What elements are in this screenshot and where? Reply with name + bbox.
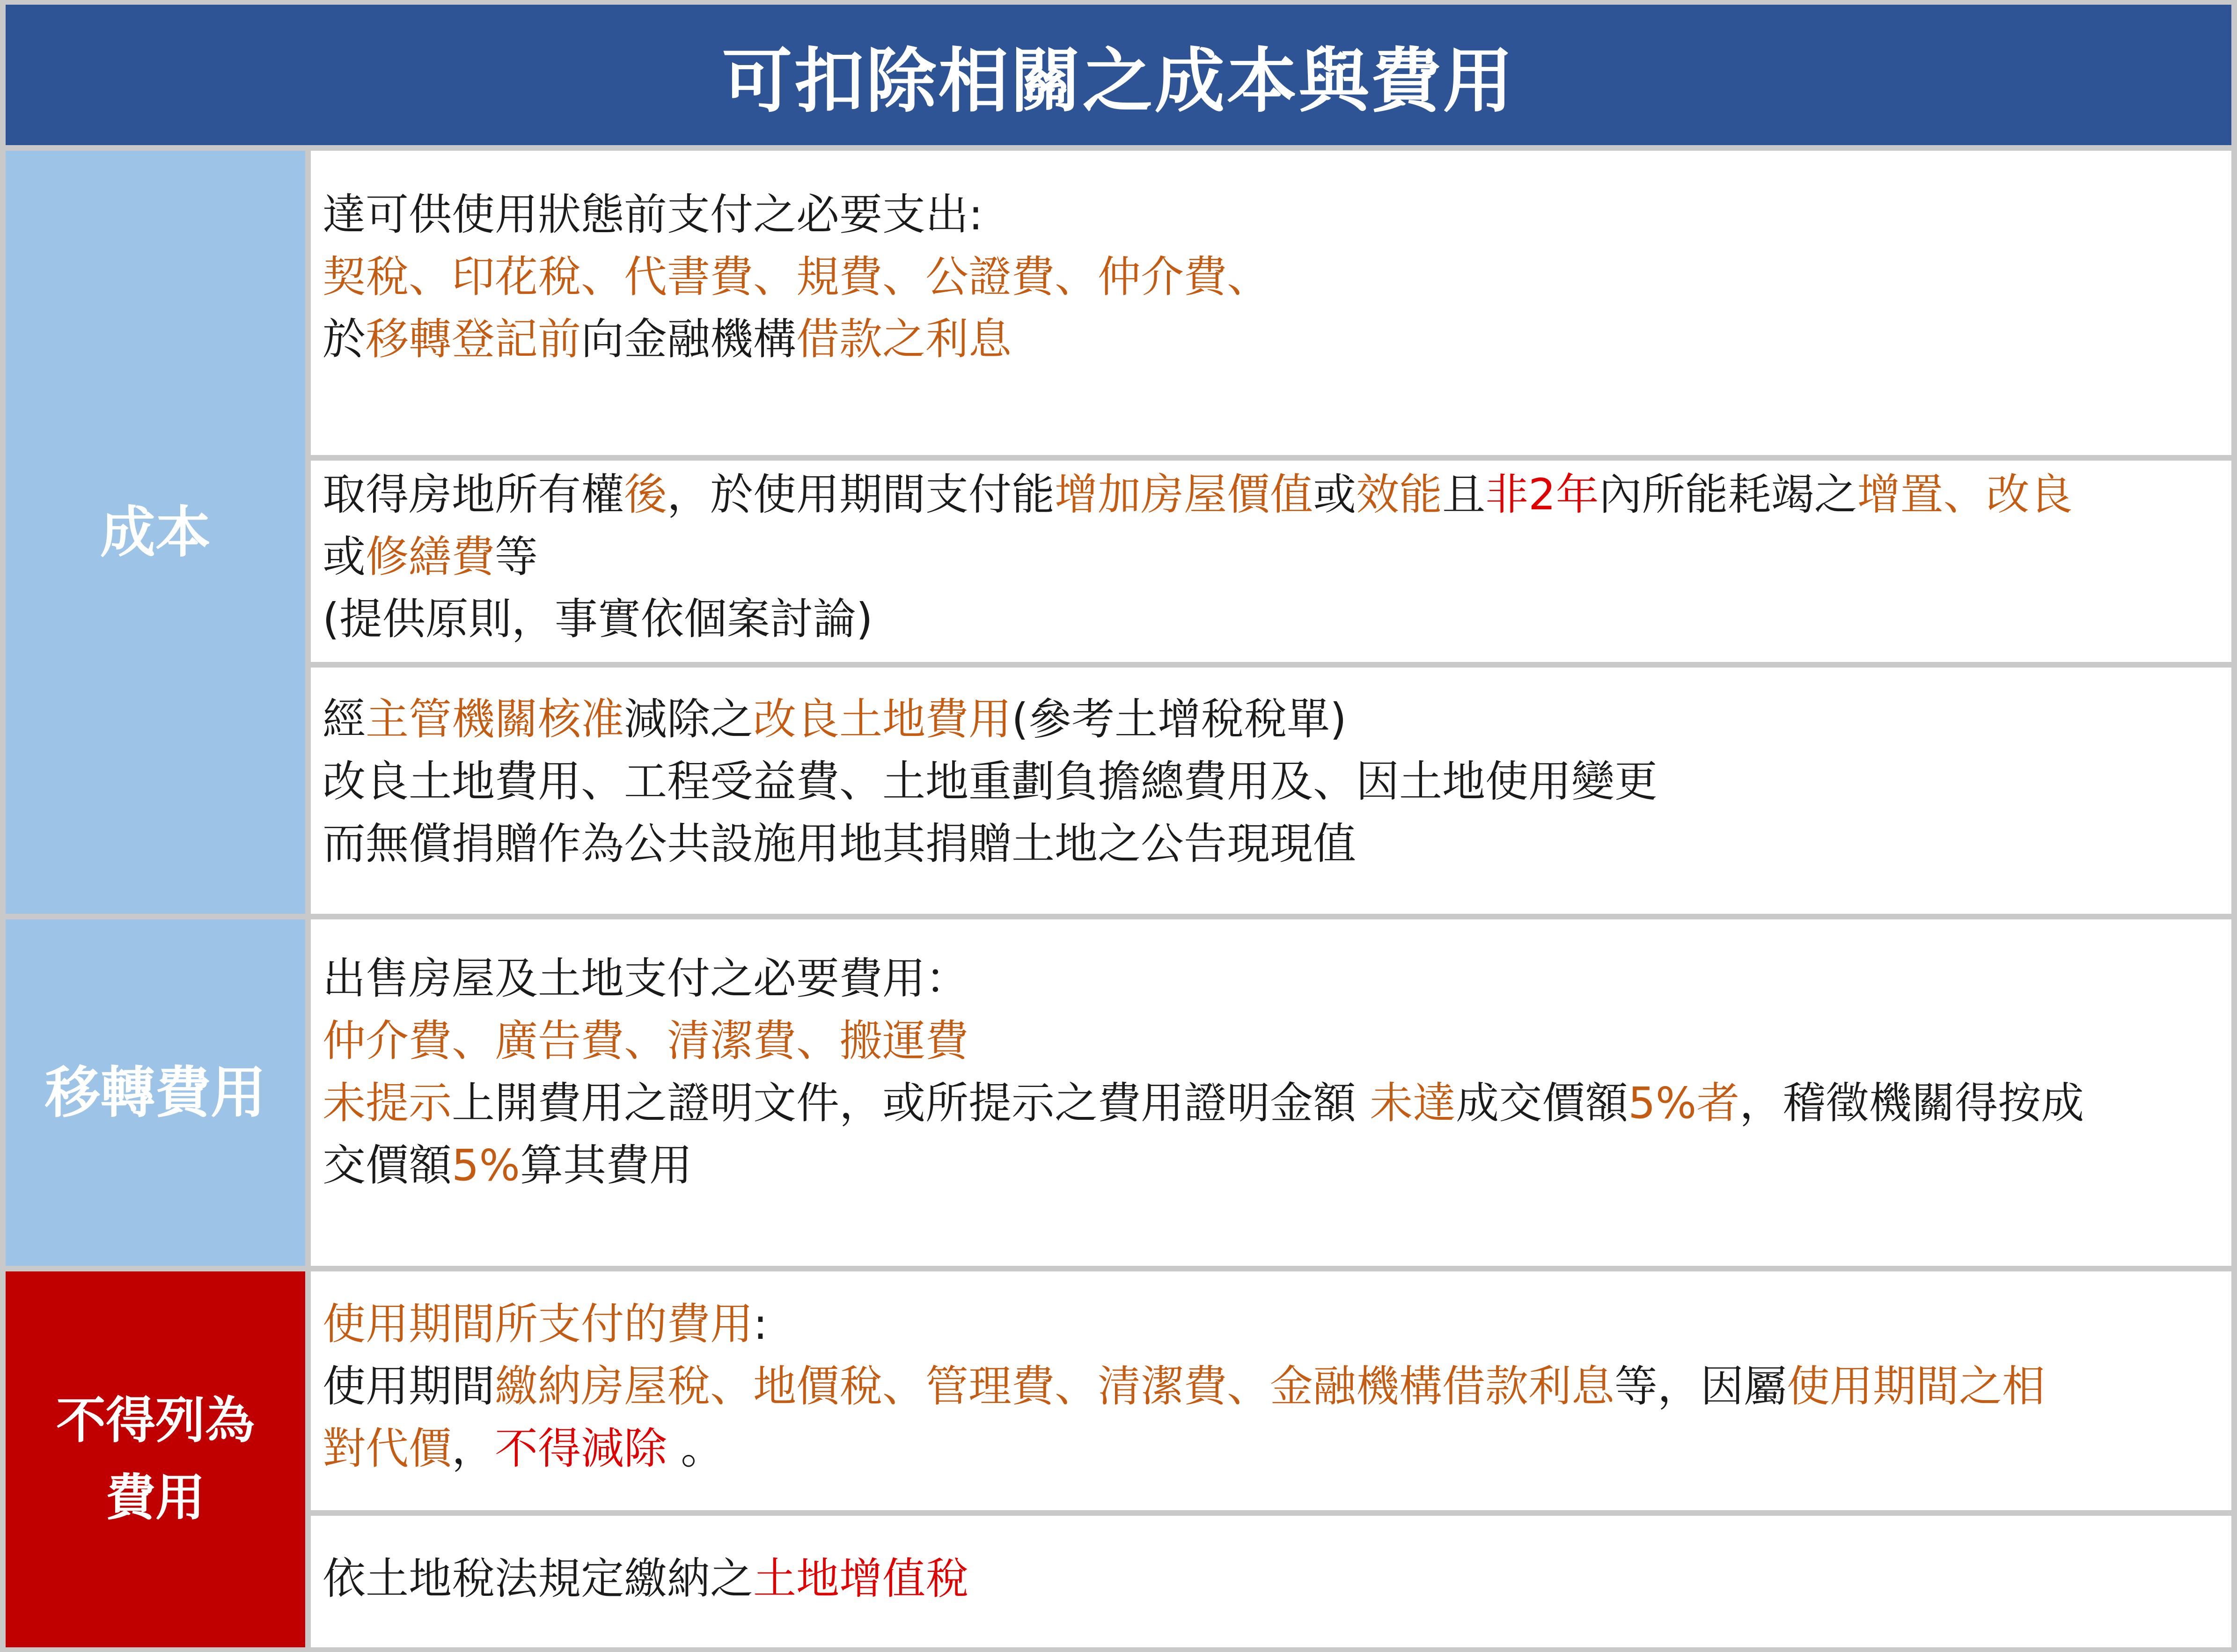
text-segment: 改良土地費用、工程受益費、土地重劃負擔總費用及、因土地使用變更 [323,756,1658,807]
highlight-orange: 5% [452,1140,520,1190]
cell-text-line [323,526,2222,588]
highlight-orange: 使用期間之相 [1787,1361,2046,1411]
cost-cell-improvement-after-acquisition [311,461,2231,662]
text-segment: 算其費用 [520,1140,692,1190]
text-segment: 內所能耗竭之 [1599,470,1857,520]
highlight-orange: 仲介費、廣告費、清潔費、搬運費 [323,1016,969,1066]
cell-text-line [323,1417,2222,1480]
cell-text-line [323,1134,2222,1197]
cell-text-line [323,246,2222,308]
section-label-transfer-fees [6,919,305,1266]
highlight-orange: 增加房屋價值 [1055,470,1313,520]
highlight-orange: 移轉登記前 [366,314,581,364]
transfer-fees-cell [311,919,2231,1266]
section-label-line: 成本 [100,499,211,565]
section-label-line: 移轉費用 [44,1060,266,1125]
non-deductible-cell-usage-expenses [311,1271,2231,1510]
highlight-orange: 對代價 [323,1424,452,1474]
section-label-line: 不得列為 [56,1392,255,1450]
highlight-red: 不得減除 [495,1424,667,1474]
text-segment: ，稽徵機關得按成 [1739,1078,2084,1128]
text-segment: 而無償捐贈作為公共設施用地其捐贈土地之公告現現值 [323,819,1357,869]
text-segment: 或 [323,532,366,582]
cell-text-line [323,588,2222,650]
highlight-red: 土地增值稅 [753,1554,969,1604]
highlight-orange: 效能 [1356,470,1443,520]
section-label-text [100,490,211,575]
text-segment: ，於使用期間支付能 [667,470,1055,520]
text-segment: 減除之 [624,694,754,744]
cell-text-line [323,1548,2222,1610]
text-segment: 交價額 [323,1140,452,1190]
cost-cell-necessary-expenses [311,151,2231,455]
text-segment: 等，因屬 [1614,1361,1787,1411]
highlight-orange: 改良土地費用 [753,694,1012,744]
cell-text-line [323,1355,2222,1417]
text-segment: 成交價額 [1456,1078,1628,1128]
highlight-orange: 5%者 [1628,1078,1740,1128]
highlight-orange: 繳納房屋稅、地價稅、管理費、清潔費、金融機構借款利息 [495,1361,1615,1411]
highlight-orange: 借款之利息 [796,314,1012,364]
cell-text-line [323,688,2222,750]
cell-text-line [323,308,2222,370]
text-segment: 經 [323,694,366,744]
highlight-orange: 使用期間所支付的費用 [323,1299,754,1349]
highlight-orange: 未提示 [323,1078,452,1128]
cost-cell-land-improvement [311,668,2231,914]
cell-text-line [323,463,2222,526]
text-segment: 使用期間 [323,1361,495,1411]
highlight-orange: 未達 [1370,1078,1456,1128]
section-label-line: 費用 [106,1468,205,1527]
text-segment: 向金融機構 [581,314,797,364]
text-segment: (參考土增稅稅單) [1012,694,1347,744]
highlight-orange: 主管機關核准 [366,694,624,744]
text-segment: (提供原則，事實依個案討論) [323,594,873,644]
text-segment: : [753,1299,768,1349]
table-title: 可扣除相關之成本與費用 [6,5,2231,145]
text-segment: 依土地稅法規定繳納之 [323,1554,754,1604]
text-segment: 且 [1442,470,1486,520]
text-segment: 等 [495,532,538,582]
cell-text-line [323,1010,2222,1072]
cell-text-line [323,1072,2222,1134]
highlight-orange: 契稅、印花稅、代書費、規費、公證費、仲介費、 [323,252,1270,302]
cell-text-line [323,813,2222,875]
non-deductible-cell-land-value-tax [311,1516,2231,1647]
text-segment: 出售房屋及土地支付之必要費用： [323,954,969,1004]
cell-text-line [323,1293,2222,1355]
section-label-text [56,1382,255,1536]
text-segment: 達可供使用狀態前支付之必要支出: [323,190,983,240]
highlight-orange: 增置、改良 [1857,470,2073,520]
cell-text-line [323,947,2222,1010]
cell-text-line [323,750,2222,813]
highlight-orange: 修繕費 [366,532,495,582]
text-segment: 取得房地所有權 [323,470,624,520]
section-label-text [45,1050,266,1136]
highlight-red: 非2年 [1485,470,1599,520]
text-segment: 或 [1313,470,1357,520]
text-segment: 上開費用之證明文件，或所提示之費用證明金額 [452,1078,1370,1128]
text-segment: 。 [667,1424,724,1474]
section-label-cost [6,151,305,914]
text-segment: ， [452,1424,495,1474]
cell-text-line [323,184,2222,246]
text-segment: 於 [323,314,366,364]
highlight-orange: 後 [624,470,667,520]
section-label-non-deductible [6,1271,305,1647]
